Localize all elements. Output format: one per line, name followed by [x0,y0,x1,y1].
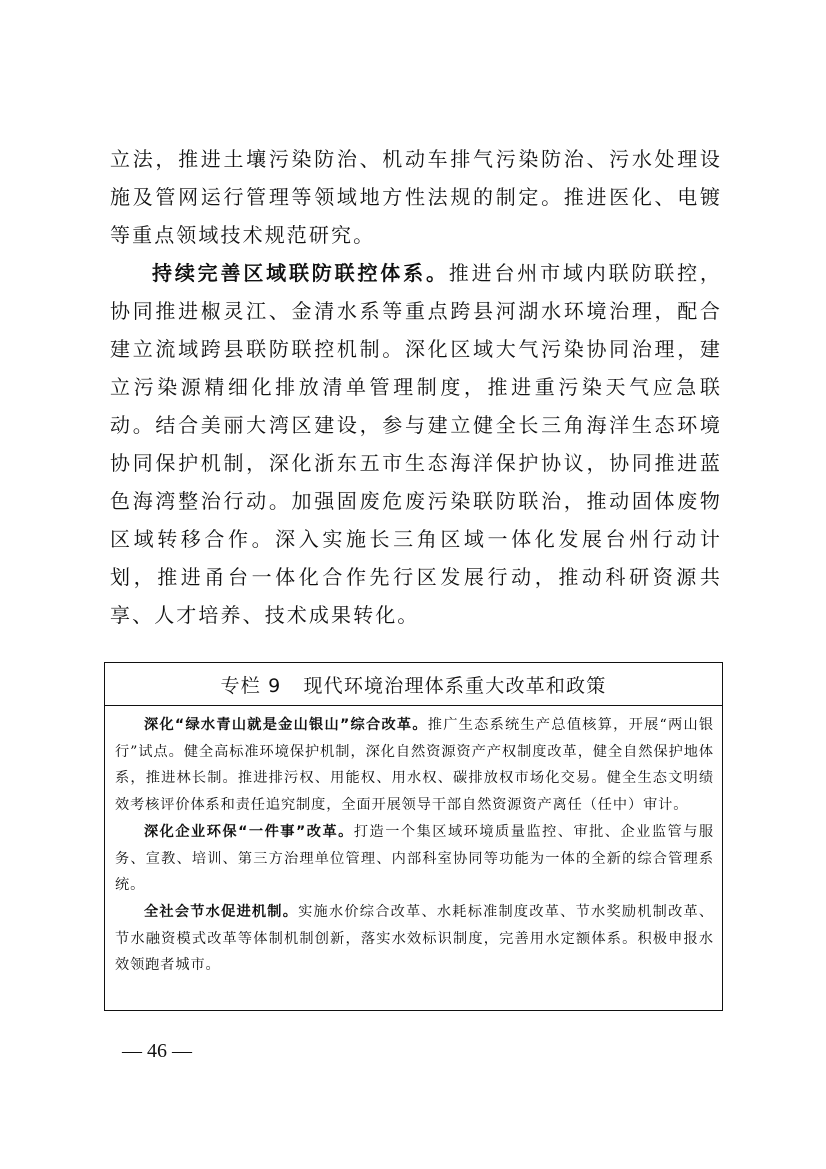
paragraph-2-lead: 持续完善区域联防联控体系。 [152,261,449,285]
column-box-number: 专栏 9 [220,674,282,697]
paragraph-2 [110,254,722,634]
column-box-body [105,706,722,979]
column-box-title [105,663,722,706]
box-item-3-text: 实施水价综合改革、水耗标准制度改革、节水奖励机制改革、节水融资模式改革等体制机制创新，落实水效标识制度，完善用水定额体系。积极申报水效领跑者城市。 [115,903,714,974]
page-number: — 46 — [122,1040,192,1062]
body-text [110,140,722,634]
box-item-1-lead: 深化“绿水青山就是金山银山”综合改革。 [144,717,428,733]
box-item-3-lead: 全社会节水促进机制。 [144,903,299,920]
box-item-2 [115,819,714,899]
box-item-3 [115,899,714,979]
paragraph-1: 立法，推进土壤污染防治、机动车排气污染防治、污水处理设施及管网运行管理等领域地方性法规的制定。推进医化、电镀等重点领域技术规范研究。 [110,147,722,247]
column-box [104,662,723,1011]
paragraph-2-text: 推进台州市域内联防联控，协同推进椒灵江、金清水系等重点跨县河湖水环境治理，配合建立流域跨县联防联控机制。深化区域大气污染协同治理，建立污染源精细化排放清单管理制度，推进重污染天气应急联动。结合美丽大湾区建设，参与建立健全长三角海洋生态环境协同保护机制，深化浙东五市生态海洋保护协议，协同推进蓝色海湾整治行动。加强固废危废污染联防联治，推动固体废物区域转移合作。深入实施长三角区域一体化发展台州行动计划，推进甬台一体化合作先行区发展行动，推动科研资源共享、人才培养、技术成果转化。 [110,261,722,627]
box-item-2-text: 打造一个集区域环境质量监控、审批、企业监管与服务、宣教、培训、第三方治理单位管理、内部科室协同等功能为一体的全新的综合管理系统。 [115,823,715,894]
column-box-heading: 现代环境治理体系重大改革和政策 [303,674,607,697]
box-item-1-text: 推广生态系统生产总值核算，开展“两山银行”试点。健全高标准环境保护机制，深化自然资源资产产权制度改革，健全自然保护地体系，推进林长制。推进排污权、用能权、用水权、碳排放权市场化交易。健全生态文明绩效考核评价体系和责任追究制度，全面开展领导干部自然资源资产离任（任中）审计。 [115,717,715,814]
box-item-2-lead: 深化企业环保“一件事”改革。 [144,823,354,840]
box-item-1 [115,712,714,819]
